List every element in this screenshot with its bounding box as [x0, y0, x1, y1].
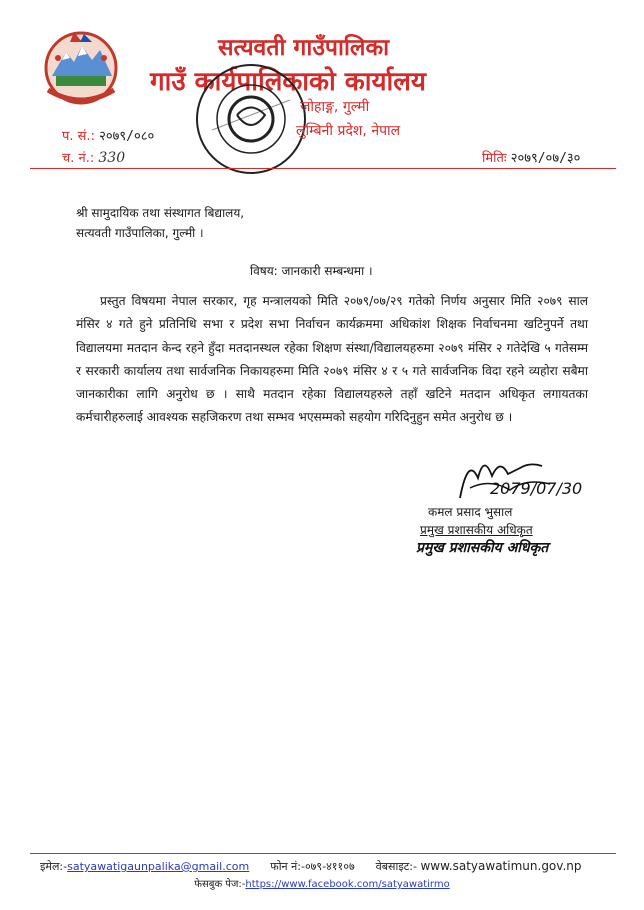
- website-label: वेबसाइट:-: [375, 860, 417, 873]
- dispatch-label: च. नं.:: [62, 151, 95, 166]
- phone-value: ०७९-४११०७: [304, 860, 355, 873]
- office-stamp: [192, 60, 310, 178]
- signatory-title: प्रमुख प्रशासकीय अधिकृत: [420, 523, 533, 537]
- office-name: गाउँ कार्यपालिकाको कार्यालय: [150, 67, 426, 97]
- subject-line: विषय: जानकारी सम्बन्धमा ।: [250, 264, 373, 278]
- nepal-emblem-logo: [38, 28, 124, 106]
- recipient-line2: सत्यवती गाउँपालिका, गुल्मी ।: [76, 226, 204, 240]
- website-link[interactable]: www.satyawatimun.gov.np: [420, 859, 582, 873]
- dispatch-number: [62, 148, 125, 166]
- signature-date: 2079/07/30: [490, 479, 583, 498]
- email-link[interactable]: satyawatigaunpalika@gmail.com: [67, 860, 250, 873]
- facebook-label: फेसबुक पेज:-: [194, 879, 246, 890]
- recipient-line1: श्री सामुदायिक तथा संस्थागत बिद्यालय,: [76, 206, 245, 220]
- handwritten-signature: [430, 448, 610, 504]
- address-line2: लुम्बिनी प्रदेश, नेपाल: [296, 123, 401, 139]
- ref-label: प. सं.:: [62, 129, 95, 144]
- ref-value: २०७९/०८०: [99, 129, 155, 144]
- email-label: इमेल:-: [40, 860, 68, 873]
- dispatch-value: 330: [98, 150, 126, 166]
- letter-date: [482, 148, 580, 166]
- facebook-link[interactable]: https://www.facebook.com/satyawatirmo: [245, 879, 450, 890]
- designation-stamp: प्रमुख प्रशासकीय अधिकृत: [416, 540, 549, 556]
- org-name: सत्यवती गाउँपालिका: [218, 35, 390, 61]
- reference-number: [62, 126, 154, 144]
- footer-facebook: [0, 876, 644, 890]
- signatory-name: कमल प्रसाद भुसाल: [428, 505, 513, 519]
- letter-body: प्रस्तुत विषयमा नेपाल सरकार, गृह मन्त्रालयको मिति २०७९/०७/२९ गतेको निर्णय अनुसार मिति २०७९ साल मंसिर ४ गते हुने प्रतिनिधि सभा र प्रदेश सभा निर्वाचन कार्यक्रममा अधिकांश शिक्षक निर्वाचनमा खटिनुपर्ने तथा विद्यालयमा मतदान केन्द रहने हुँदा मतदानस्थल रहेका शिक्षण संस्था/विद्यालयहरुमा २०७९ मंसिर २ गतेदेखि ५ गतेसम्म र सरकारी कार्यालय तथा सार्वजनिक निकायहरुमा मिति २०७९ मंसिर ४ र ५ गते सार्वजनिक विदा रहने व्यहोरा सबैमा जानकारीका लागि अनुरोध छ । साथै मतदान रहेका विद्यालयहरुले तहाँ खटिने मतदान अधिकृत लगायतका कर्मचारीहरुलाई आवश्यक सहजिकरण तथा सम्भव भएसम्मको सहयोग गरिदिनुहुन समेत अनुरोध छ ।: [76, 294, 588, 425]
- footer-contact: [40, 859, 620, 874]
- phone-label: फोन नं:-: [270, 860, 305, 873]
- address-line1: जोहाङ्ग, गुल्मी: [300, 99, 370, 115]
- date-value: २०७९/०७/३०: [510, 151, 581, 166]
- date-label: मितिः: [482, 151, 507, 166]
- header-divider: [30, 168, 616, 169]
- footer-divider: [30, 853, 616, 854]
